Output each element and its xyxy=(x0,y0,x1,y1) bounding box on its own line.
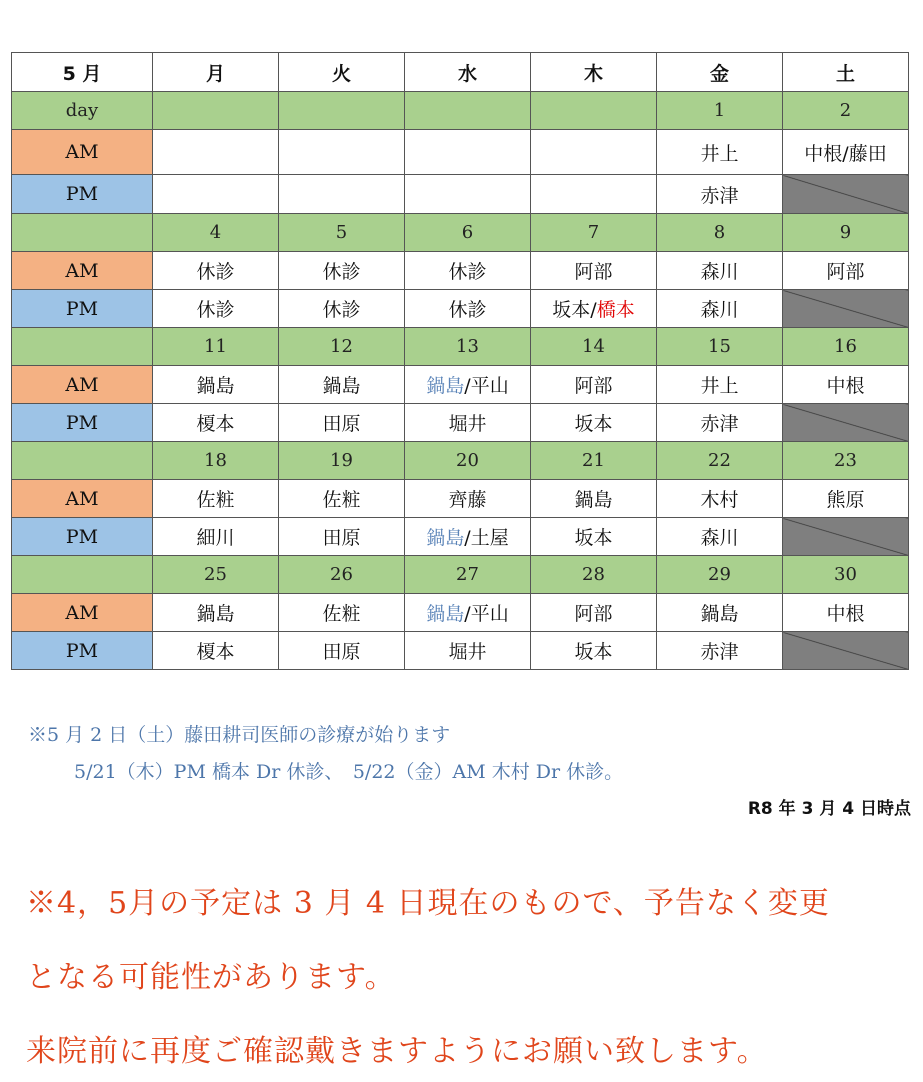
date-cell xyxy=(405,92,531,130)
pm-row xyxy=(12,632,909,670)
date-cell xyxy=(531,92,657,130)
date-cell: 21 xyxy=(531,442,657,480)
doctor-cell: 堀井 xyxy=(405,404,531,442)
date-cell: 19 xyxy=(279,442,405,480)
doctor-cell xyxy=(531,175,657,214)
doctor-cell: 熊原 xyxy=(783,480,909,518)
doctor-cell: 田原 xyxy=(279,518,405,556)
date-row xyxy=(12,328,909,366)
closed-cell xyxy=(783,290,909,328)
date-cell: 6 xyxy=(405,214,531,252)
doctor-cell: 齊藤 xyxy=(405,480,531,518)
doctor-cell: 赤津 xyxy=(657,404,783,442)
pm-label: PM xyxy=(12,632,153,670)
date-cell xyxy=(279,92,405,130)
date-cell: 23 xyxy=(783,442,909,480)
date-row xyxy=(12,214,909,252)
date-cell xyxy=(153,92,279,130)
am-row xyxy=(12,594,909,632)
pm-label: PM xyxy=(12,518,153,556)
doctor-cell: 井上 xyxy=(657,366,783,404)
am-label: AM xyxy=(12,480,153,518)
day-label-empty xyxy=(12,328,153,366)
date-cell: 26 xyxy=(279,556,405,594)
warning-line-2: となる可能性があります。 xyxy=(26,960,396,995)
date-cell: 4 xyxy=(153,214,279,252)
doctor-cell: 赤津 xyxy=(657,175,783,214)
date-row xyxy=(12,556,909,594)
pm-label: PM xyxy=(12,290,153,328)
doctor-cell xyxy=(405,594,531,632)
doctor-cell: 坂本 xyxy=(531,632,657,670)
date-cell: 11 xyxy=(153,328,279,366)
date-row xyxy=(12,92,909,130)
month-header: 5 月 xyxy=(12,53,153,92)
date-cell: 13 xyxy=(405,328,531,366)
pm-label: PM xyxy=(12,175,153,214)
date-cell: 18 xyxy=(153,442,279,480)
doctor-cell: 中根 xyxy=(783,594,909,632)
date-cell: 14 xyxy=(531,328,657,366)
date-cell: 12 xyxy=(279,328,405,366)
doctor-cell: 中根/藤田 xyxy=(783,130,909,175)
day-header-thu: 木 xyxy=(531,53,657,92)
doctor-name: 鍋島 xyxy=(426,603,465,625)
date-cell: 28 xyxy=(531,556,657,594)
doctor-cell xyxy=(153,130,279,175)
doctor-cell: 榎本 xyxy=(153,632,279,670)
am-row xyxy=(12,366,909,404)
day-header-mon: 月 xyxy=(153,53,279,92)
day-label-empty xyxy=(12,556,153,594)
holiday-cell: 休診 xyxy=(279,290,405,328)
doctor-cell xyxy=(279,175,405,214)
date-cell: 20 xyxy=(405,442,531,480)
pm-row xyxy=(12,404,909,442)
date-cell: 29 xyxy=(657,556,783,594)
closed-cell xyxy=(783,404,909,442)
doctor-cell xyxy=(279,130,405,175)
holiday-cell: 休診 xyxy=(153,290,279,328)
date-cell: 30 xyxy=(783,556,909,594)
day-label-empty xyxy=(12,442,153,480)
doctor-cell: 木村 xyxy=(657,480,783,518)
am-row xyxy=(12,252,909,290)
as-of-date: R8 年 3 月 4 日時点 xyxy=(747,799,911,819)
doctor-name: 鍋島 xyxy=(426,527,465,549)
am-row xyxy=(12,130,909,175)
closed-cell xyxy=(783,175,909,214)
holiday-cell: 休診 xyxy=(279,252,405,290)
doctor-cell: 坂本 xyxy=(531,404,657,442)
doctor-name: /平山 xyxy=(464,603,509,625)
holiday-cell: 休診 xyxy=(153,252,279,290)
doctor-cell: 阿部 xyxy=(531,366,657,404)
warning-line-3: 来院前に再度ご確認戴きますようにお願い致します。 xyxy=(26,1034,768,1069)
schedule-table xyxy=(11,52,909,670)
doctor-cell: 森川 xyxy=(657,290,783,328)
closed-cell xyxy=(783,632,909,670)
am-label: AM xyxy=(12,366,153,404)
am-label: AM xyxy=(12,130,153,175)
doctor-cell: 堀井 xyxy=(405,632,531,670)
note-new-doctor: ※5 月 2 日（土）藤田耕司医師の診療が始ります xyxy=(28,724,451,746)
pm-row xyxy=(12,175,909,214)
doctor-name: /平山 xyxy=(464,375,509,397)
doctor-cell: 坂本 xyxy=(531,518,657,556)
doctor-cell: 佐粧 xyxy=(279,594,405,632)
doctor-cell: 赤津 xyxy=(657,632,783,670)
day-header-fri: 金 xyxy=(657,53,783,92)
day-header-wed: 水 xyxy=(405,53,531,92)
doctor-cell xyxy=(405,130,531,175)
date-cell: 9 xyxy=(783,214,909,252)
doctor-cell: 森川 xyxy=(657,252,783,290)
holiday-cell: 休診 xyxy=(405,290,531,328)
day-header-tue: 火 xyxy=(279,53,405,92)
date-cell: 16 xyxy=(783,328,909,366)
doctor-cell: 佐粧 xyxy=(279,480,405,518)
doctor-name-highlight: 橋本 xyxy=(596,299,635,321)
doctor-cell: 佐粧 xyxy=(153,480,279,518)
doctor-cell: 鍋島 xyxy=(153,366,279,404)
day-label: day xyxy=(12,92,153,130)
holiday-cell: 休診 xyxy=(405,252,531,290)
doctor-name: 坂本/ xyxy=(552,299,597,321)
doctor-cell xyxy=(531,290,657,328)
doctor-cell: 中根 xyxy=(783,366,909,404)
date-cell: 25 xyxy=(153,556,279,594)
date-cell: 1 xyxy=(657,92,783,130)
doctor-cell xyxy=(405,366,531,404)
header-row xyxy=(12,53,909,92)
doctor-cell: 井上 xyxy=(657,130,783,175)
doctor-cell: 阿部 xyxy=(783,252,909,290)
note-closures: 5/21（木）PM 橋本 Dr 休診、 5/22（金）AM 木村 Dr 休診。 xyxy=(74,761,624,783)
doctor-cell: 阿部 xyxy=(531,594,657,632)
doctor-cell: 田原 xyxy=(279,632,405,670)
doctor-name: 鍋島 xyxy=(426,375,465,397)
doctor-name: /土屋 xyxy=(464,527,509,549)
day-label-empty xyxy=(12,214,153,252)
doctor-cell: 鍋島 xyxy=(531,480,657,518)
doctor-cell: 鍋島 xyxy=(657,594,783,632)
closed-cell xyxy=(783,518,909,556)
doctor-cell: 鍋島 xyxy=(279,366,405,404)
doctor-cell: 森川 xyxy=(657,518,783,556)
date-cell: 22 xyxy=(657,442,783,480)
date-cell: 7 xyxy=(531,214,657,252)
doctor-cell xyxy=(405,175,531,214)
day-header-sat: 土 xyxy=(783,53,909,92)
warning-line-1: ※4，5月の予定は 3 月 4 日現在のもので、予告なく変更 xyxy=(26,886,830,921)
date-cell: 8 xyxy=(657,214,783,252)
pm-row xyxy=(12,290,909,328)
am-label: AM xyxy=(12,594,153,632)
date-cell: 2 xyxy=(783,92,909,130)
doctor-cell xyxy=(153,175,279,214)
doctor-cell xyxy=(405,518,531,556)
doctor-cell: 鍋島 xyxy=(153,594,279,632)
date-cell: 5 xyxy=(279,214,405,252)
doctor-cell xyxy=(531,130,657,175)
pm-row xyxy=(12,518,909,556)
date-cell: 15 xyxy=(657,328,783,366)
doctor-cell: 細川 xyxy=(153,518,279,556)
date-cell: 27 xyxy=(405,556,531,594)
pm-label: PM xyxy=(12,404,153,442)
am-label: AM xyxy=(12,252,153,290)
doctor-cell: 田原 xyxy=(279,404,405,442)
doctor-cell: 榎本 xyxy=(153,404,279,442)
doctor-cell: 阿部 xyxy=(531,252,657,290)
am-row xyxy=(12,480,909,518)
date-row xyxy=(12,442,909,480)
